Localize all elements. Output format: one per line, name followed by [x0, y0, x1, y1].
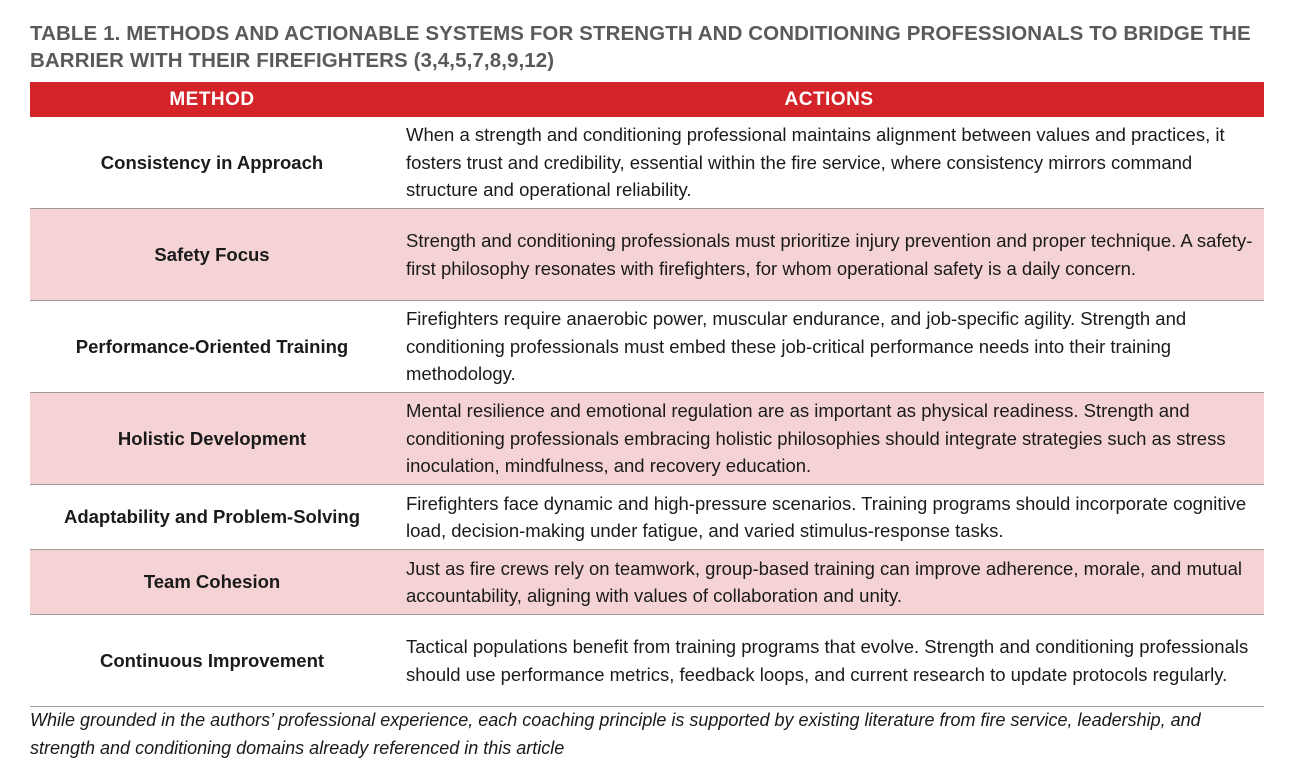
table-header-row — [30, 82, 1264, 117]
method-cell: Safety Focus — [30, 209, 394, 301]
table-title: TABLE 1. METHODS AND ACTIONABLE SYSTEMS FOR STRENGTH AND CONDITIONING PROFESSIONALS TO BRIDGE THE BARRIER WITH THEIR FIREFIGHTERS (3,4,5,7,8,9,12) — [30, 22, 1251, 72]
method-cell: Team Cohesion — [30, 550, 394, 615]
method-cell: Continuous Improvement — [30, 615, 394, 707]
table-row — [30, 117, 1264, 209]
table-row — [30, 301, 1264, 393]
table-row — [30, 615, 1264, 707]
table-footnote: While grounded in the authors’ professional experience, each coaching principle is supported by existing literature from fire service, leadership, and strength and conditioning domains already referenced in this article — [30, 710, 1201, 758]
table-row — [30, 550, 1264, 615]
action-cell: When a strength and conditioning professional maintains alignment between values and practices, it fosters trust and credibility, essential within the fire service, where consistency mirrors command structure and operational reliability. — [394, 117, 1264, 209]
method-cell: Holistic Development — [30, 393, 394, 485]
column-header-method: METHOD — [30, 82, 394, 117]
action-cell: Just as fire crews rely on teamwork, group-based training can improve adherence, morale, and mutual accountability, aligning with values of collaboration and unity. — [394, 550, 1264, 615]
method-cell: Adaptability and Problem-Solving — [30, 485, 394, 550]
methods-table — [30, 82, 1264, 707]
action-cell: Firefighters require anaerobic power, muscular endurance, and job-specific agility. Strength and conditioning professionals must embed these job-critical performance needs into their training methodology. — [394, 301, 1264, 393]
action-cell: Tactical populations benefit from training programs that evolve. Strength and conditioning professionals should use performance metrics, feedback loops, and current research to update protocols regularly. — [394, 615, 1264, 707]
table-row — [30, 485, 1264, 550]
method-cell: Consistency in Approach — [30, 117, 394, 209]
table-row — [30, 393, 1264, 485]
table-row — [30, 209, 1264, 301]
action-cell: Firefighters face dynamic and high-pressure scenarios. Training programs should incorporate cognitive load, decision-making under fatigue, and varied stimulus-response tasks. — [394, 485, 1264, 550]
column-header-actions: ACTIONS — [394, 82, 1264, 117]
action-cell: Mental resilience and emotional regulation are as important as physical readiness. Strength and conditioning professionals embracing holistic philosophies should integrate strategies such as stress inoculation, mindfulness, and recovery education. — [394, 393, 1264, 485]
action-cell: Strength and conditioning professionals must prioritize injury prevention and proper technique. A safety-first philosophy resonates with firefighters, for whom operational safety is a daily concern. — [394, 209, 1264, 301]
method-cell: Performance-Oriented Training — [30, 301, 394, 393]
